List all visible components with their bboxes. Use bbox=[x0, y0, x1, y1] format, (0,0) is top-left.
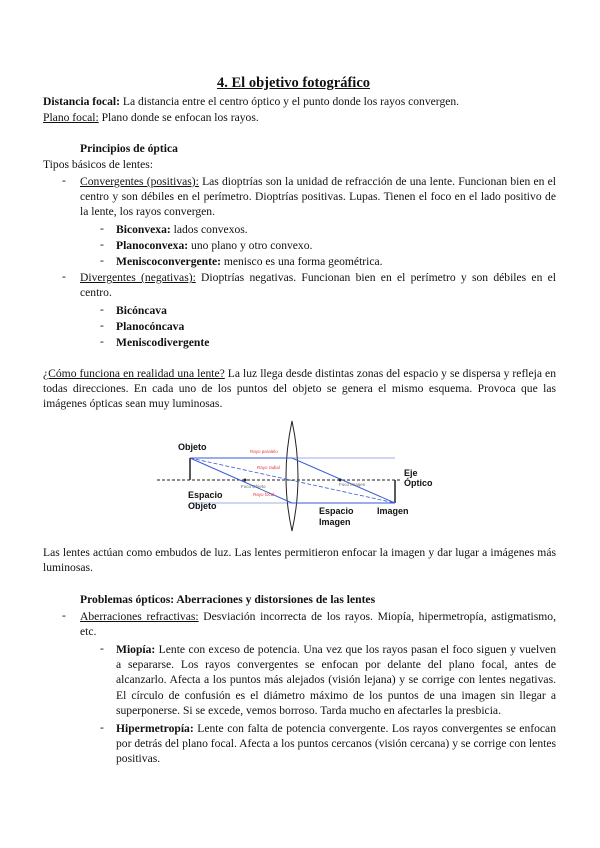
label-optico: Óptico bbox=[404, 478, 433, 488]
label-foco-imagen: Foco Imagen bbox=[339, 482, 366, 487]
focal-distance-term: Distancia focal: bbox=[43, 95, 120, 108]
label-espacio-imagen-2: Imagen bbox=[319, 517, 351, 527]
focal-plane-text: Plano donde se enfocan los rayos. bbox=[98, 111, 259, 124]
bullet-dash: - bbox=[62, 609, 66, 622]
how-question: ¿Cómo funciona en realidad una lente? bbox=[43, 367, 225, 380]
divergent-term: Divergentes (negativas): bbox=[80, 271, 196, 284]
lens-types-intro: Tipos básicos de lentes: bbox=[43, 158, 154, 171]
lens-diagram bbox=[155, 417, 455, 535]
list-item bbox=[116, 254, 383, 269]
list-item: Meniscodivergente bbox=[116, 336, 210, 349]
label-foco-objeto: Foco Objeto bbox=[241, 484, 266, 489]
refractive-aberrations-paragraph bbox=[80, 609, 556, 639]
refractive-text: Desviación incorrecta de los rayos. Miopía, hipermetropía, astigmatismo, etc. bbox=[80, 610, 556, 639]
label-espacio-objeto: Espacio bbox=[188, 490, 223, 500]
hyperopia-text: Lente con falta de potencia convergente. Los rayos convergentes se enfocan por detrás del plano focal. Afecta a los puntos cercanos (visión cercana) y se corrige con lentes positivas. bbox=[116, 722, 556, 766]
focal-distance-text: La distancia entre el centro óptico y el punto donde los rayos convergen. bbox=[119, 95, 460, 108]
divergent-lenses-paragraph bbox=[80, 270, 556, 300]
bullet-dash: - bbox=[100, 238, 104, 251]
definition-focal-plane bbox=[43, 110, 259, 125]
convergent-text: Las dioptrías son la unidad de refracción de una lente. Funcionan bien en el centro y son débiles en el perímetro. Dioptrías positivas. Lupas. Tienen el foco en el lado positivo de la lente, los rayos convergen. bbox=[80, 175, 556, 219]
bullet-dash: - bbox=[100, 642, 104, 655]
myopia-paragraph bbox=[116, 642, 556, 718]
bullet-dash: - bbox=[100, 254, 104, 267]
label-rayo-radial: Rayo radial bbox=[257, 465, 280, 470]
item-term: Planoconvexa: bbox=[116, 239, 189, 252]
item-term: Meniscoconvergente: bbox=[116, 255, 221, 268]
list-item bbox=[116, 238, 312, 253]
label-rayo-paralelo: Rayo paralelo bbox=[250, 449, 278, 454]
how-lens-works-paragraph bbox=[43, 366, 556, 412]
label-espacio-imagen: Espacio bbox=[319, 506, 354, 516]
bullet-dash: - bbox=[100, 721, 104, 734]
divergent-text: Dioptrías negativas. Funcionan bien en el perímetro y son débiles en el centro. bbox=[80, 271, 556, 300]
problems-heading: Problemas ópticos: Aberraciones y distorsiones de las lentes bbox=[80, 593, 376, 606]
bullet-dash: - bbox=[100, 319, 104, 332]
label-rayo-focal: Rayo focal bbox=[253, 492, 275, 497]
list-item bbox=[116, 222, 248, 237]
page-title: 4. El objetivo fotográfico bbox=[217, 75, 371, 91]
focal-plane-term: Plano focal: bbox=[43, 111, 99, 124]
bullet-dash: - bbox=[62, 174, 66, 187]
item-text: uno plano y otro convexo. bbox=[188, 239, 313, 252]
how-text: La luz llega desde distintas zonas del espacio y se dispersa y refleja en todas direcciones. En cada uno de los puntos del objeto se genera el mismo esquema. Provoca que las imágenes ópticas sean muy luminosas. bbox=[43, 367, 556, 411]
definition-focal-distance bbox=[43, 94, 459, 109]
label-objeto: Objeto bbox=[178, 442, 207, 452]
item-text: menisco es una forma geométrica. bbox=[220, 255, 383, 268]
after-diagram-paragraph: Las lentes actúan como embudos de luz. Las lentes permitieron enfocar la imagen y dar lugar a imágenes más luminosas. bbox=[43, 546, 556, 575]
bullet-dash: - bbox=[100, 222, 104, 235]
hyperopia-paragraph bbox=[116, 721, 556, 767]
myopia-term: Miopía: bbox=[116, 643, 156, 656]
refractive-term: Aberraciones refractivas: bbox=[80, 610, 199, 623]
object-focus-point bbox=[244, 479, 247, 482]
label-imagen: Imagen bbox=[377, 506, 409, 516]
myopia-text: Lente con exceso de potencia. Una vez que los rayos pasan el foco siguen y vuelven a separarse. Los rayos convergentes se enfocan por delante del plano focal, antes de alcanzarlo. Afecta a los puntos más alejados (visión lejana) y se corrige con lentes negativas. El círculo de confusión es el diámetro máximo de los puntos de una imagen sin llegar a superponerse. Si se excede, vemos borroso. Tarda mucho en afectarles la presbicia. bbox=[116, 643, 556, 717]
label-espacio-objeto-2: Objeto bbox=[188, 501, 217, 511]
item-term: Biconvexa: bbox=[116, 223, 171, 236]
bullet-dash: - bbox=[100, 335, 104, 348]
principles-heading: Principios de óptica bbox=[80, 142, 178, 155]
lens-shape bbox=[286, 421, 298, 531]
convergent-term: Convergentes (positivas): bbox=[80, 175, 199, 188]
hyperopia-term: Hipermetropía: bbox=[116, 722, 194, 735]
label-eje: Eje bbox=[404, 468, 418, 478]
bullet-dash: - bbox=[100, 303, 104, 316]
bullet-dash: - bbox=[62, 270, 66, 283]
list-item: Planocóncava bbox=[116, 320, 185, 333]
item-text: lados convexos. bbox=[170, 223, 248, 236]
list-item: Bicóncava bbox=[116, 304, 167, 317]
convergent-lenses-paragraph bbox=[80, 174, 556, 220]
